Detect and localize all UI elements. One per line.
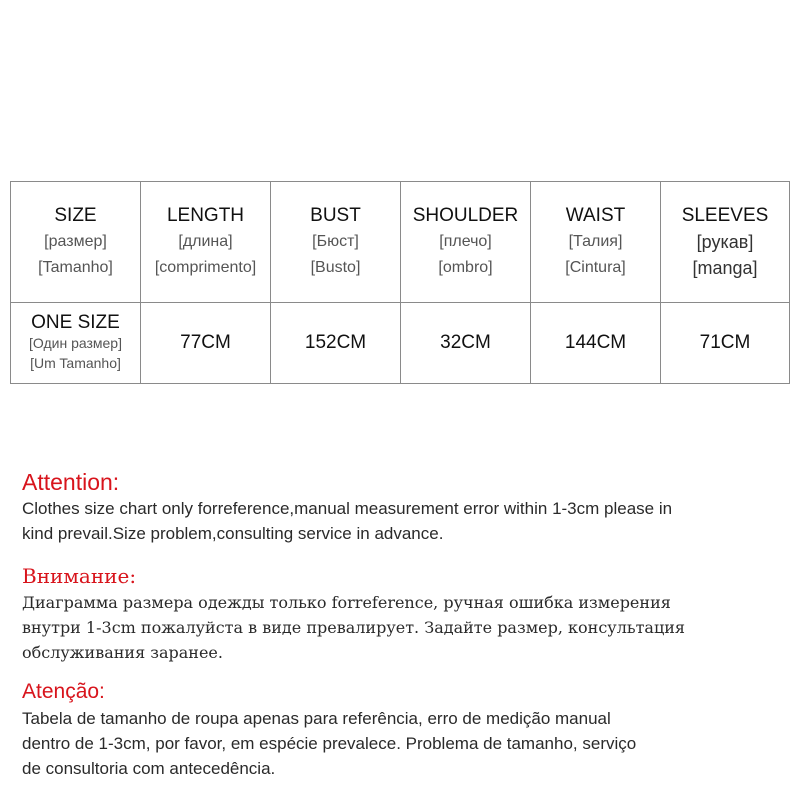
attention-line: kind prevail.Size problem,consulting service in advance. bbox=[22, 524, 444, 543]
bust-value: 152CM bbox=[271, 303, 401, 384]
attention-line: dentro de 1-3cm, por favor, em espécie prevalece. Problema de tamanho, serviço bbox=[22, 734, 637, 753]
attention-line: внутри 1-3cm пожалуйста в виде превалирует. Задайте размер, консультация bbox=[22, 618, 686, 637]
header-label-pt: [ombro] bbox=[438, 259, 493, 276]
header-cell-sleeves bbox=[661, 182, 790, 303]
header-cell-shoulder bbox=[401, 182, 531, 303]
table-row bbox=[11, 303, 790, 384]
header-label-ru: [Бюст] bbox=[312, 233, 359, 250]
shoulder-value: 32CM bbox=[401, 303, 531, 384]
header-cell-bust bbox=[271, 182, 401, 303]
attention-title: Attention: bbox=[22, 469, 120, 495]
header-label: SLEEVES bbox=[681, 205, 769, 226]
header-label-pt: [comprimento] bbox=[154, 259, 257, 276]
header-cell-length bbox=[141, 182, 271, 303]
header-label-ru: [Талия] bbox=[568, 233, 623, 250]
header-label-pt: [Cintura] bbox=[565, 259, 626, 276]
attention-line: Диаграмма размера одежды только forreference, ручная ошибка измерения bbox=[22, 593, 671, 612]
header-label-pt: [Tamanho] bbox=[38, 259, 113, 276]
attention-line: Clothes size chart only forreference,manual measurement error within 1-3cm please in bbox=[22, 499, 673, 518]
header-label: BUST bbox=[310, 205, 361, 226]
length-value: 77CM bbox=[141, 303, 271, 384]
header-label: LENGTH bbox=[166, 205, 245, 226]
waist-value: 144CM bbox=[531, 303, 661, 384]
header-cell-size bbox=[11, 182, 141, 303]
sleeves-value: 71CM bbox=[661, 303, 790, 384]
header-label-ru: [размер] bbox=[44, 233, 107, 250]
header-label-pt: [manga] bbox=[692, 258, 758, 278]
attention-line: de consultoria com antecedência. bbox=[22, 759, 276, 778]
attention-line: обслуживания заранее. bbox=[22, 643, 223, 662]
header-label: SHOULDER bbox=[412, 205, 519, 226]
attention-note-en bbox=[22, 468, 782, 546]
row-label-cell bbox=[11, 303, 141, 384]
header-label-ru: [рукав] bbox=[696, 232, 754, 252]
row-label: ONE SIZE bbox=[31, 312, 120, 333]
header-label-pt: [Busto] bbox=[310, 259, 361, 276]
attention-note-ru bbox=[22, 562, 782, 665]
header-label-ru: [длина] bbox=[178, 233, 233, 250]
attention-title: Atenção: bbox=[22, 680, 105, 703]
header-label-ru: [плечо] bbox=[439, 233, 492, 250]
row-label-ru: [Один размер] bbox=[28, 335, 122, 351]
attention-line: Tabela de tamanho de roupa apenas para referência, erro de medição manual bbox=[22, 709, 611, 728]
size-chart-table bbox=[10, 181, 790, 384]
attention-note-pt bbox=[22, 678, 782, 781]
header-cell-waist bbox=[531, 182, 661, 303]
attention-title: Внимание: bbox=[22, 564, 137, 588]
row-label-pt: [Um Tamanho] bbox=[30, 355, 121, 371]
header-label: SIZE bbox=[54, 205, 97, 226]
header-label: WAIST bbox=[565, 205, 626, 226]
table-header-row bbox=[11, 182, 790, 303]
